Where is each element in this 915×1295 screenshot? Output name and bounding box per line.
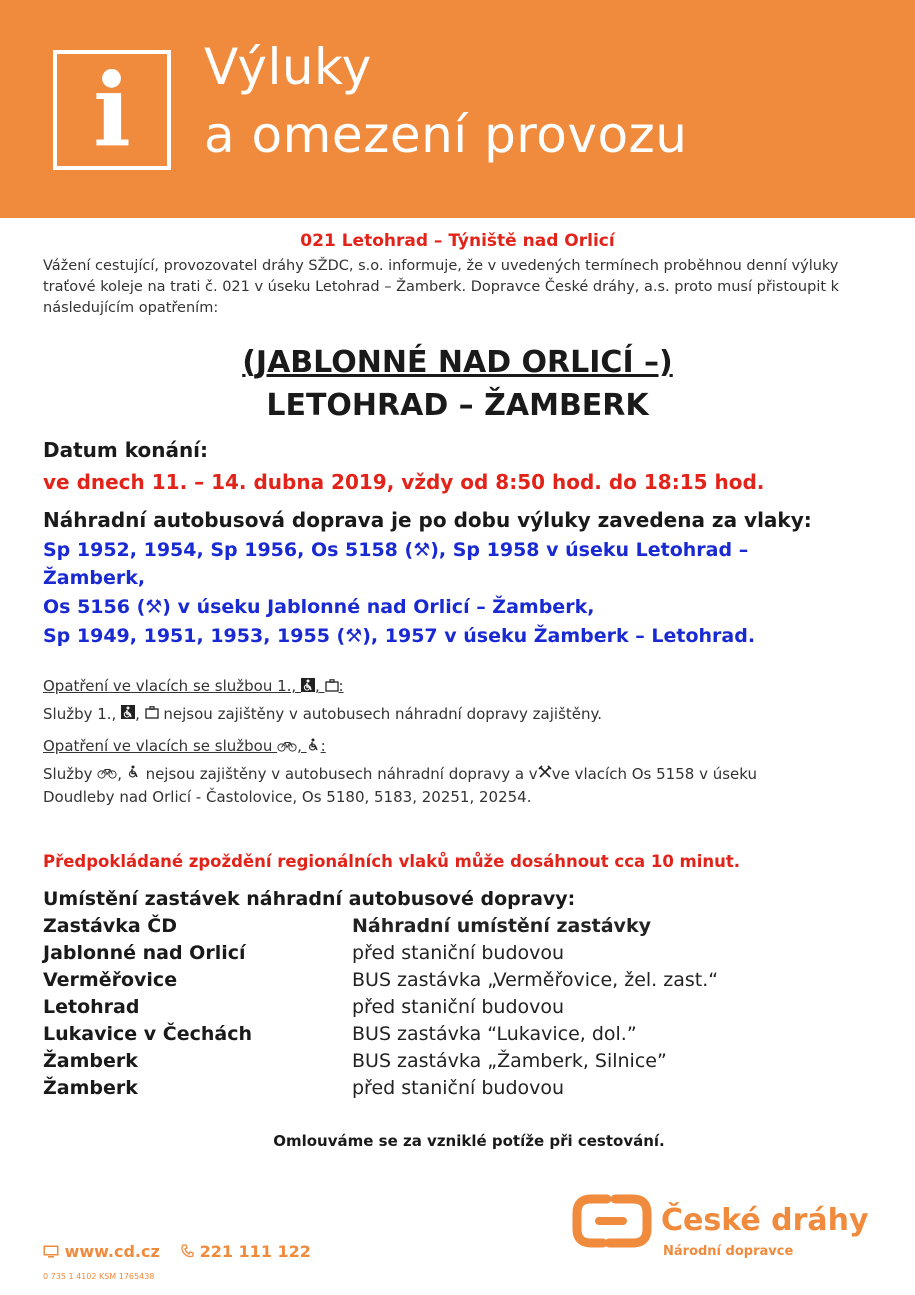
stop-name: Verměřovice — [43, 969, 178, 991]
note1-heading-end: : — [338, 677, 344, 695]
logo-subtitle: Národní dopravce — [663, 1244, 794, 1259]
header-title-line1: Výluky — [204, 38, 372, 96]
note2-text-end: ve vlacích Os 5158 v úseku — [551, 765, 757, 783]
trains-line3: Os 5156 (⚒) v úseku Jablonné nad Orlicí – Žamberk, — [43, 596, 595, 618]
trains-line1: Sp 1952, 1954, Sp 1956, Os 5158 (⚒), Sp 1958 v úseku Letohrad – — [43, 539, 749, 561]
note1-text: Služby 1., , nejsou zajištěny v autobusech náhradní dopravy zajištěny. — [43, 703, 873, 726]
note2-heading-text: Opatření ve vlacích se službou — [43, 737, 278, 755]
stops-heading: Umístění zastávek náhradní autobusové dopravy: — [43, 888, 576, 910]
note2-text-mid: nejsou zajištěny v autobusech náhradní dopravy a v — [140, 765, 538, 783]
date-text: ve dnech 11. – 14. dubna 2019, vždy od 8:50 hod. do 18:15 hod. — [43, 470, 765, 494]
stops-col-stop: Zastávka ČD — [43, 915, 177, 937]
stop-place: před staniční budovou — [352, 996, 565, 1018]
bicycle-icon — [97, 763, 117, 786]
logo-text: České dráhy — [661, 1203, 869, 1238]
footer-website-text[interactable]: www.cd.cz — [64, 1242, 160, 1261]
note2-heading-end: : — [320, 737, 326, 755]
cd-logo — [569, 1193, 653, 1253]
footer-codes: 0 735 1 4102 KSM 1765438 — [43, 1272, 155, 1281]
note2-text-line2: Doudleby nad Orlicí - Častolovice, Os 5180, 5183, 20251, 20254. — [43, 788, 532, 806]
main-title-line1: (JABLONNÉ NAD ORLICÍ –) — [242, 345, 673, 380]
note1-heading: Opatření ve vlacích se službou 1., , : — [43, 677, 344, 695]
bicycle-icon — [277, 738, 297, 756]
footer-website[interactable] — [43, 1242, 160, 1262]
note2-heading: Opatření ve vlacích se službou , : — [43, 737, 326, 755]
stop-place: BUS zastávka „Žamberk, Silnice” — [352, 1050, 667, 1072]
stop-place: BUS zastávka “Lukavice, dol.” — [352, 1023, 637, 1045]
stop-place: před staniční budovou — [352, 1077, 565, 1099]
hammer-icon — [538, 763, 552, 786]
stops-col-place: Náhradní umístění zastávky — [352, 915, 651, 937]
stop-place: BUS zastávka „Verměřovice, žel. zast.“ — [352, 969, 719, 991]
stop-name: Žamberk — [43, 1077, 138, 1099]
footer-phone-text[interactable]: 221 111 122 — [199, 1242, 311, 1261]
bus-heading: Náhradní autobusová doprava je po dobu výluky zavedena za vlaky: — [43, 508, 812, 532]
note2-text-start: Služby — [43, 765, 98, 783]
note2-text: Služby , nejsou zajištěny v autobusech náhradní dopravy a v ve vlacích Os 5158 v úseku Doudleby nad Orlicí - Častolovice, Os 5180, 5183, 20251, 20254. — [43, 765, 757, 806]
footer-phone[interactable] — [181, 1242, 311, 1262]
monitor-icon — [43, 1243, 59, 1262]
main-title-line2: LETOHRAD – ŽAMBERK — [266, 388, 649, 423]
luggage-icon — [325, 678, 339, 696]
intro-text: Vážení cestující, provozovatel dráhy SŽDC, s.o. informuje, že v uvedených termínech proběhnou denní výluky traťové koleje na trati č. 021 v úseku Letohrad – Žamberk. Dopravce České dráhy, a.s. proto musí přistoupit k následujícím opatřením: — [43, 258, 840, 316]
info-icon — [53, 50, 171, 170]
stop-name: Jablonné nad Orlicí — [43, 942, 246, 964]
route-title: 021 Letohrad – Týniště nad Orlicí — [300, 231, 615, 251]
stop-name: Žamberk — [43, 1050, 138, 1072]
trains-line2: Žamberk, — [43, 567, 146, 589]
note1-text-start: Služby 1., — [43, 705, 122, 723]
date-heading: Datum konání: — [43, 438, 209, 462]
wheelchair-icon — [307, 738, 321, 756]
note1-heading-text: Opatření ve vlacích se službou 1., — [43, 677, 301, 695]
wheelchair-icon — [127, 763, 141, 786]
stop-name: Lukavice v Čechách — [43, 1023, 252, 1045]
header-title-line2: a omezení provozu — [204, 106, 688, 164]
delay-notice: Předpokládané zpoždění regionálních vlaků může dosáhnout cca 10 minut. — [43, 852, 741, 871]
header-banner — [0, 0, 915, 218]
note1-text-end: nejsou zajištěny v autobusech náhradní dopravy zajištěny. — [158, 705, 603, 723]
apology-text: Omlouváme se za vzniklé potíže při cestování. — [273, 1132, 665, 1150]
wheelchair-icon — [301, 678, 315, 696]
stop-place: před staniční budovou — [352, 942, 565, 964]
luggage-icon — [145, 703, 159, 726]
stop-name: Letohrad — [43, 996, 140, 1018]
info-letter: i — [93, 51, 131, 169]
phone-icon — [181, 1243, 194, 1262]
trains-line4: Sp 1949, 1951, 1953, 1955 (⚒), 1957 v úseku Žamberk – Letohrad. — [43, 625, 756, 647]
wheelchair-icon — [121, 703, 135, 726]
